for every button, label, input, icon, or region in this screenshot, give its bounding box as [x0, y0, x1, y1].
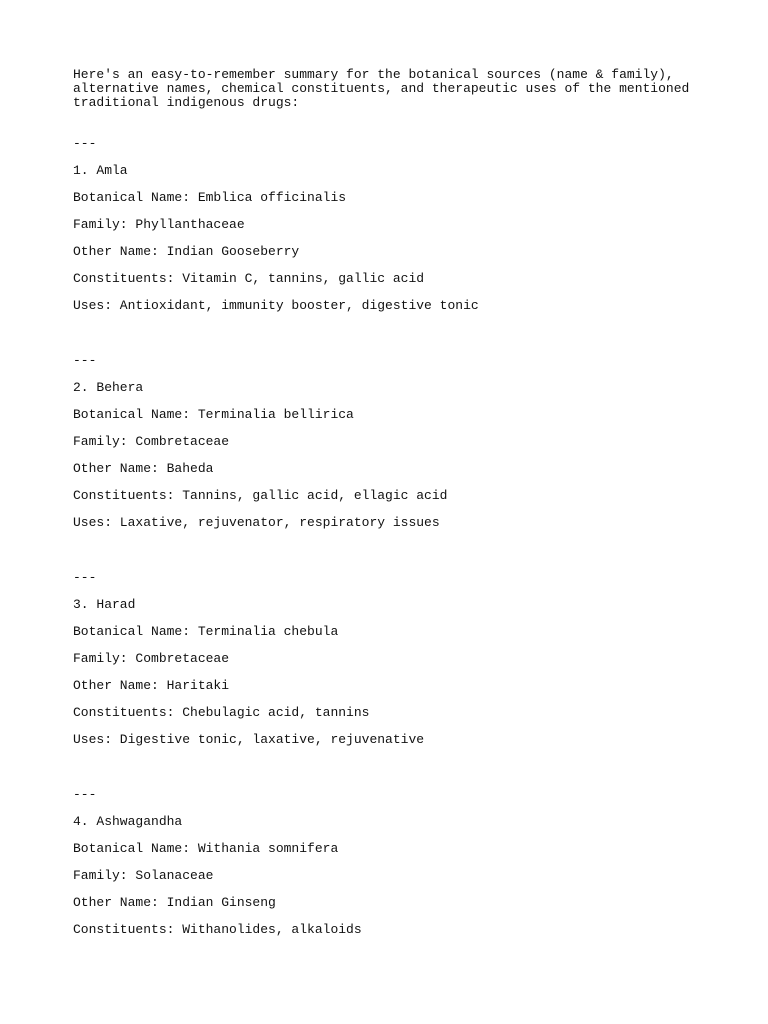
- separator: ---: [73, 570, 97, 585]
- section-harad: [73, 571, 733, 788]
- other-name: Other Name: Haritaki: [73, 678, 230, 693]
- family: Family: Phyllanthaceae: [73, 217, 245, 232]
- other-name: Other Name: Baheda: [73, 461, 214, 476]
- spacer: [73, 110, 733, 137]
- constituents: Constituents: Withanolides, alkaloids: [73, 922, 362, 937]
- section-amla: [73, 137, 733, 354]
- botanical-name: Botanical Name: Terminalia bellirica: [73, 407, 354, 422]
- section-ashwagandha: [73, 788, 733, 937]
- intro-paragraph: Here's an easy-to-remember summary for the botanical sources (name & family), alternative names, chemical constituents, and therapeutic uses of the mentioned traditional indigenous drugs:: [73, 67, 690, 110]
- separator: ---: [73, 787, 97, 802]
- botanical-name: Botanical Name: Emblica officinalis: [73, 190, 347, 205]
- section-heading: 4. Ashwagandha: [73, 814, 183, 829]
- section-heading: 2. Behera: [73, 380, 144, 395]
- uses: Uses: Digestive tonic, laxative, rejuvenative: [73, 732, 425, 747]
- constituents: Constituents: Chebulagic acid, tannins: [73, 705, 370, 720]
- other-name: Other Name: Indian Ginseng: [73, 895, 276, 910]
- uses: Uses: Laxative, rejuvenator, respiratory issues: [73, 515, 440, 530]
- separator: ---: [73, 136, 97, 151]
- separator: ---: [73, 353, 97, 368]
- family: Family: Combretaceae: [73, 651, 230, 666]
- section-behera: [73, 354, 733, 571]
- constituents: Constituents: Vitamin C, tannins, gallic acid: [73, 271, 425, 286]
- botanical-name: Botanical Name: Terminalia chebula: [73, 624, 339, 639]
- family: Family: Solanaceae: [73, 868, 214, 883]
- section-heading: 1. Amla: [73, 163, 128, 178]
- uses: Uses: Antioxidant, immunity booster, digestive tonic: [73, 298, 479, 313]
- section-heading: 3. Harad: [73, 597, 136, 612]
- botanical-name: Botanical Name: Withania somnifera: [73, 841, 339, 856]
- family: Family: Combretaceae: [73, 434, 230, 449]
- constituents: Constituents: Tannins, gallic acid, ellagic acid: [73, 488, 448, 503]
- other-name: Other Name: Indian Gooseberry: [73, 244, 300, 259]
- document-page: [73, 68, 733, 937]
